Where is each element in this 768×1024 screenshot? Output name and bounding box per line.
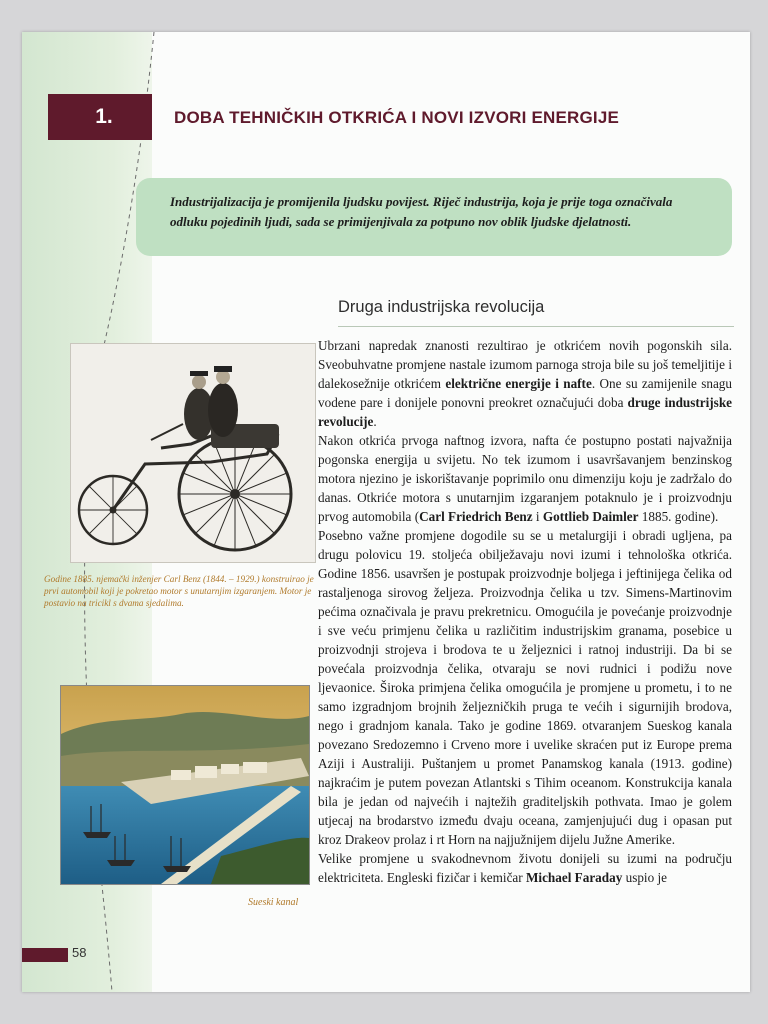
bold-term: Carl Friedrich Benz [419,509,533,524]
text-run: Velike promjene u svakodnevnom životu donijeli su izumi na području elektriciteta. Engleski fizičar i kemičar [318,851,732,885]
page-number: 58 [72,945,87,960]
text-run: i [532,509,543,524]
canal-painting-caption: Sueski kanal [248,897,299,908]
body-text [318,336,732,887]
chapter-number-badge [48,94,152,140]
body-paragraph [318,849,732,887]
body-paragraph [318,431,732,526]
section-divider [338,326,734,327]
body-paragraph [318,336,732,431]
text-run: Nakon otkrića prvoga naftnog izvora, nafta će postupno postati najvažnija pogonska energija u svijetu. No tek izumom i usavršavanjem benzinskog motora njezino je iskorištavanje poprimilo onu dimenziju koju je zadržalo do danas. Otkriće motora s unutarnjim izgaranjem potaknulo je i proizvodnju prvog automobila ( [318,433,732,524]
intro-text: Industrijalizacija je promijenila ljudsku povijest. Riječ industrija, koja je prije toga označivala odluku pojedinih ljudi, sada se primijenjivala za potpuno nov oblik ljudske djelatnosti. [170,194,673,229]
suez-canal-painting [60,685,310,885]
bold-term: električne energije i nafte [445,376,592,391]
text-run: 1885. godine). [638,509,719,524]
text-run: Ubrzani napredak znanosti rezultirao je otkrićem novih pogonskih sila. Sveobuhvatne promjene nastale izumom parnoga stroja bile su još temeljitije i dalekosežnije otkrićem [318,338,732,391]
intro-callout [136,178,732,256]
text-run: uspio je [622,870,667,885]
bold-term: druge industrijske revolucije [318,395,733,429]
car-photo-caption: Godine 1885. njemački inženjer Carl Benz (1844. – 1929.) konstruirao je prvi automobil koji je pokretao motor s unutarnjim izgaranjem. Motor je postavio na tricikl s dvama sjedalima. [44,574,314,608]
text-run: . [373,414,377,429]
page-number-bar [22,948,68,962]
chapter-title: DOBA TEHNIČKIH OTKRIĆA I NOVI IZVORI ENERGIJE [174,108,620,127]
bold-term: Gottlieb Daimler [542,509,639,524]
section-title: Druga industrijska revolucija [338,298,545,316]
benz-car-photo [70,343,316,563]
text-run: . One su zamijenile snagu vodene pare i donijele ponovni preokret označujući doba [318,376,732,410]
text-run: Posebno važne promjene dogodile su se u metalurgiji i obradi ugljena, pa drugu polovicu 19. stoljeća obilježavaju novi izumi i tehnološka otkrića. Godine 1856. usavršen je postupak proizvodnje boljega i jeftinijega čelika od rastaljenoga sirovog željeza. Proizvodnja čelika u tzv. Simens-Martinovim pećima označivala je pravu prekretnicu. Omogućila je povećanje proizvodnje i sve veću primjenu čelika u različitim industrijskim granama, posebice u proizvodnji strojeva i brodova te u željeznici i ratnoj industriji. Da bi se povećala proizvodnja čelika, otvaraju se novi rudnici i podižu nove ljevaonice. Široka primjena čelika omogućila je promjene u prometu, i to ne samo izgradnjom brojnih željezničkih pruga te većih i sigurnijih brodova, nego i gradnjom kanala. Tako je godine 1869. otvaranjem Sueskog kanala povezano Sredozemno i Crveno more i uvelike skraćen put iz Europe prema Aziji i Australiji. Puštanjem u promet Panamskog kanala (1913. godine) najkraćim je putem povezan Atlantski s Tihim oceanom. Konstrukcija kanala bila je jedan od najvećih i najtežih graditeljskih pothvata. Imao je golem utjecaj na brodarstvo između dvaju oceana, zamjenjujući dug i opasan put kroz Drakeov prolaz i rt Horn na najjužnijem dijelu Južne Amerike. [318,528,732,847]
chapter-number: 1. [95,105,113,128]
textbook-page [22,32,750,992]
bold-term: Michael Faraday [525,870,623,885]
body-paragraph [318,526,732,849]
